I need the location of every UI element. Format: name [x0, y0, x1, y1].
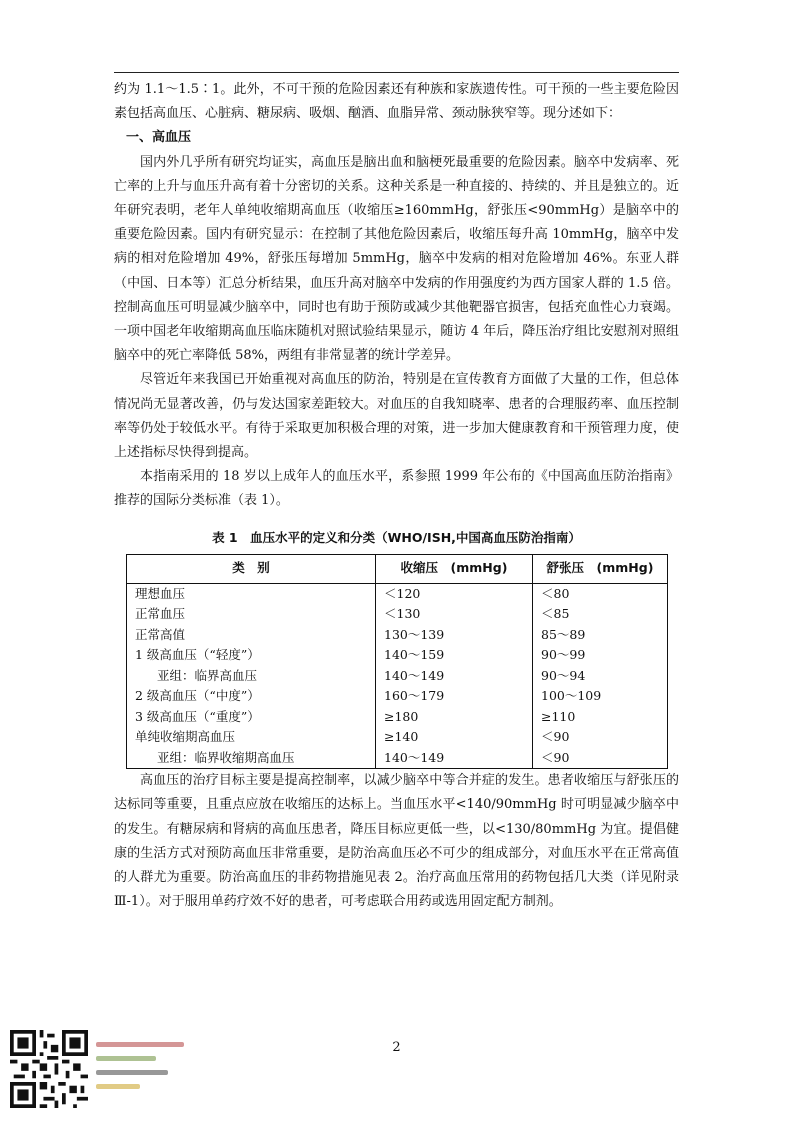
cell-systolic: 140～149 — [376, 666, 533, 687]
paragraph-treatment-goals: 高血压的治疗目标主要是提高控制率，以减少脑卒中等合并症的发生。患者收缩压与舒张压的达标同等重要，且重点应放在收缩压的达标上。当血压水平<140/90mmHg 时可明显减少脑卒中的发生。有糖尿病和肾病的高血压患者，降压目标应更低一些，以<130/80mmHg 为宜。提倡健康的生活方式对预防高血压非常重要，是防治高血压必不可少的组成部分，对血压水平在正常高值的人群尤为重要。防治高血压的非药物措施见表 2。治疗高血压常用的药物包括几大类（详见附录Ⅲ-1）。对于服用单药疗效不好的患者，可考虑联合用药或选用固定配方制剂。 — [114, 773, 679, 910]
section-heading: 一、高血压 — [126, 130, 192, 146]
footer-stamp — [10, 1030, 190, 1108]
cell-diastolic: ＜90 — [541, 749, 570, 765]
cell-category: 正常血压 — [127, 604, 376, 625]
table-row — [127, 604, 668, 625]
header-systolic: 收缩压 (mmHg) — [376, 554, 533, 583]
cell-systolic: 160～179 — [376, 686, 533, 707]
qr-code-icon — [10, 1030, 88, 1108]
cell-category: 单纯收缩期高血压 — [127, 727, 376, 748]
cell-category: 亚组：临界高血压 — [127, 666, 376, 687]
paragraph-hypertension-risk: 国内外几乎所有研究均证实，高血压是脑出血和脑梗死最重要的危险因素。脑卒中发病率、死亡率的上升与血压升高有着十分密切的关系。这种关系是一种直接的、持续的、并且是独立的。近年研究表明，老年人单纯收缩期高血压（收缩压≥160mmHg，舒张压<90mmHg）是脑卒中的重要危险因素。国内有研究显示：在控制了其他危险因素后，收缩压每升高 10mmHg，脑卒中发病的相对危险增加 49%，舒张压每增加 5mmHg，脑卒中发病的相对危险增加 46%。东亚人群（中国、日本等）汇总分析结果，血压升高对脑卒中发病的作用强度约为西方国家人群的 1.5 倍。控制高血压可明显减少脑卒中，同时也有助于预防或减少其他靶器官损害，包括充血性心力衰竭。一项中国老年收缩期高血压临床随机对照试验结果显示，随访 4 年后，降压治疗组比安慰剂对照组脑卒中的死亡率降低 58%，两组有非常显著的统计学差异。 — [114, 154, 679, 364]
stamp-line — [96, 1056, 156, 1061]
cell-diastolic: ＜90 — [541, 729, 570, 745]
table-row — [127, 707, 668, 728]
cell-diastolic: 85～89 — [541, 626, 586, 642]
table-header-row — [127, 554, 668, 583]
cell-systolic: 140～149 — [376, 748, 533, 769]
table-row — [127, 748, 668, 769]
table-row — [127, 686, 668, 707]
cell-diastolic: ＜80 — [541, 585, 570, 601]
cell-category: 正常高值 — [127, 625, 376, 646]
table-row — [127, 666, 668, 687]
cell-diastolic: 90～94 — [541, 667, 586, 683]
cell-diastolic: ≥110 — [541, 708, 576, 724]
page-content — [114, 78, 679, 914]
cell-systolic: ＜120 — [376, 583, 533, 604]
table-row — [127, 583, 668, 604]
cell-diastolic: 100～109 — [541, 688, 602, 704]
table-row — [127, 727, 668, 748]
intro-paragraph: 约为 1.1～1.5∶1。此外，不可干预的危险因素还有种族和家族遗传性。可干预的一些主要危险因素包括高血压、心脏病、糖尿病、吸烟、酗酒、血脂异常、颈动脉狭窄等。现分述如下： — [114, 82, 679, 122]
header-category: 类 别 — [127, 554, 376, 583]
page-number: 2 — [392, 1040, 401, 1055]
table-row — [127, 625, 668, 646]
stamp-line — [96, 1084, 140, 1089]
cell-category: 亚组：临界收缩期高血压 — [127, 748, 376, 769]
cell-diastolic: ＜85 — [541, 606, 570, 622]
cell-systolic: ＜130 — [376, 604, 533, 625]
paragraph-guideline-reference: 本指南采用的 18 岁以上成年人的血压水平，系参照 1999 年公布的《中国高血压防治指南》推荐的国际分类标准（表 1）。 — [114, 469, 679, 509]
table-caption: 表 1 血压水平的定义和分类（WHO/ISH,中国高血压防治指南） — [212, 529, 581, 545]
footer-stamp-text — [96, 1042, 188, 1098]
stamp-line — [96, 1070, 168, 1075]
cell-systolic: 130～139 — [376, 625, 533, 646]
cell-category: 1 级高血压（“轻度”） — [127, 645, 376, 666]
cell-diastolic: 90～99 — [541, 647, 586, 663]
cell-category: 理想血压 — [127, 583, 376, 604]
header-diastolic: 舒张压 (mmHg) — [533, 554, 668, 583]
cell-systolic: 140～159 — [376, 645, 533, 666]
paragraph-prevention-status: 尽管近年来我国已开始重视对高血压的防治，特别是在宣传教育方面做了大量的工作，但总体情况尚无显著改善，仍与发达国家差距较大。对血压的自我知晓率、患者的合理服药率、血压控制率等仍处于较低水平。有待于采取更加积极合理的对策，进一步加大健康教育和干预管理力度，使上述指标尽快得到提高。 — [114, 372, 679, 461]
cell-systolic: ≥180 — [376, 707, 533, 728]
cell-category: 3 级高血压（“重度”） — [127, 707, 376, 728]
cell-category: 2 级高血压（“中度”） — [127, 686, 376, 707]
header-rule — [114, 72, 679, 73]
stamp-line — [96, 1042, 184, 1047]
cell-systolic: ≥140 — [376, 727, 533, 748]
table-row — [127, 645, 668, 666]
bp-classification-table — [126, 554, 668, 770]
